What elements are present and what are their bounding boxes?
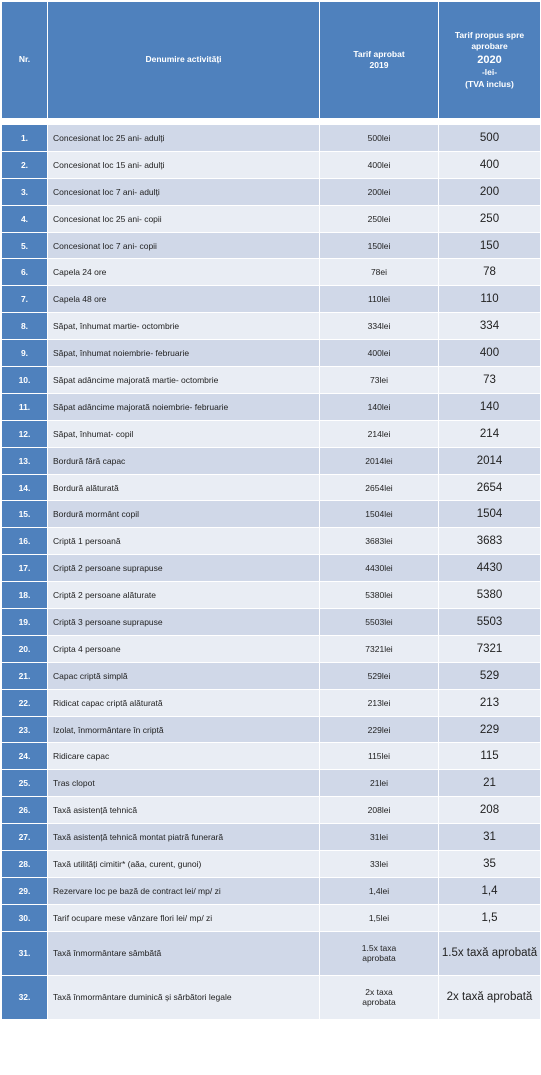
header-approved: [320, 2, 439, 119]
approved-tariff: [320, 975, 439, 1019]
row-number: 8.: [2, 313, 48, 340]
table-row: [2, 931, 541, 975]
header-approved-label: Tarif aprobat: [353, 48, 405, 59]
activity-name: Săpat adâncime majorată martie- octombrie: [48, 367, 320, 394]
row-number: 31.: [2, 931, 48, 975]
approved-tariff: 2654lei: [320, 474, 439, 501]
table-row: [2, 582, 541, 609]
approved-tariff-text: [362, 987, 396, 1008]
activity-name: Săpat, înhumat martie- octombrie: [48, 313, 320, 340]
proposed-tariff: 7321: [439, 635, 541, 662]
proposed-tariff: 1504: [439, 501, 541, 528]
proposed-tariff: 2x taxă aprobată: [439, 975, 541, 1019]
approved-tariff: 150lei: [320, 232, 439, 259]
row-number: 23.: [2, 716, 48, 743]
approved-tariff: 213lei: [320, 689, 439, 716]
activity-name: Concesionat loc 25 ani- adulți: [48, 125, 320, 152]
table-row: [2, 975, 541, 1019]
proposed-tariff: 500: [439, 125, 541, 152]
approved-tariff: 21lei: [320, 770, 439, 797]
row-number: 26.: [2, 797, 48, 824]
table-row: [2, 178, 541, 205]
table-body: [2, 119, 541, 1020]
activity-name: Rezervare loc pe bază de contract lei/ mp/ zi: [48, 877, 320, 904]
header-proposed-unit: -lei-: [481, 67, 498, 78]
table-row: [2, 851, 541, 878]
proposed-tariff: 3683: [439, 528, 541, 555]
proposed-tariff: 200: [439, 178, 541, 205]
table-row: [2, 797, 541, 824]
approved-tariff: 400lei: [320, 340, 439, 367]
approved-tariff: 208lei: [320, 797, 439, 824]
approved-tariff-line-1: 1.5x taxa: [361, 942, 397, 953]
activity-name: Bordură mormânt copil: [48, 501, 320, 528]
tariffs-table: [1, 1, 541, 1020]
approved-tariff: 33lei: [320, 851, 439, 878]
proposed-tariff: 1,4: [439, 877, 541, 904]
table-row: [2, 447, 541, 474]
table-row: [2, 393, 541, 420]
row-number: 10.: [2, 367, 48, 394]
row-number: 16.: [2, 528, 48, 555]
row-number: 18.: [2, 582, 48, 609]
header-proposed: [439, 2, 541, 119]
approved-tariff: 7321lei: [320, 635, 439, 662]
approved-tariff: 4430lei: [320, 555, 439, 582]
approved-tariff: 78ei: [320, 259, 439, 286]
approved-tariff: 31lei: [320, 824, 439, 851]
table-row: [2, 501, 541, 528]
row-number: 2.: [2, 151, 48, 178]
activity-name: Capela 24 ore: [48, 259, 320, 286]
table-row: [2, 474, 541, 501]
row-number: 15.: [2, 501, 48, 528]
proposed-tariff: 110: [439, 286, 541, 313]
proposed-tariff: 4430: [439, 555, 541, 582]
row-number: 22.: [2, 689, 48, 716]
approved-tariff: 500lei: [320, 125, 439, 152]
row-number: 12.: [2, 420, 48, 447]
header-approved-year: 2019: [369, 60, 389, 70]
proposed-tariff: 214: [439, 420, 541, 447]
row-number: 28.: [2, 851, 48, 878]
activity-name: Cripta 4 persoane: [48, 635, 320, 662]
row-number: 27.: [2, 824, 48, 851]
table-row: [2, 286, 541, 313]
row-number: 24.: [2, 743, 48, 770]
approved-tariff: 2014lei: [320, 447, 439, 474]
approved-tariff: 229lei: [320, 716, 439, 743]
table-row: [2, 313, 541, 340]
row-number: 13.: [2, 447, 48, 474]
table-row: [2, 904, 541, 931]
row-number: 19.: [2, 609, 48, 636]
activity-name: Ridicare capac: [48, 743, 320, 770]
row-number: 30.: [2, 904, 48, 931]
activity-name: Taxă înmormântare sâmbătă: [48, 931, 320, 975]
activity-name: Concesionat loc 15 ani- adulți: [48, 151, 320, 178]
table-row: [2, 689, 541, 716]
proposed-tariff: 1,5: [439, 904, 541, 931]
table-row: [2, 125, 541, 152]
table-row: [2, 635, 541, 662]
row-number: 7.: [2, 286, 48, 313]
approved-tariff-line-1: 2x taxa: [365, 986, 393, 997]
activity-name: Concesionat loc 25 ani- copii: [48, 205, 320, 232]
table-row: [2, 151, 541, 178]
proposed-tariff: 213: [439, 689, 541, 716]
proposed-tariff: 35: [439, 851, 541, 878]
approved-tariff: 5503lei: [320, 609, 439, 636]
table-row: [2, 877, 541, 904]
activity-name: Taxă utilități cimitir* (aăa, curent, gunoi): [48, 851, 320, 878]
activity-name: Capela 48 ore: [48, 286, 320, 313]
proposed-tariff: 5503: [439, 609, 541, 636]
proposed-tariff: 150: [439, 232, 541, 259]
proposed-tariff: 400: [439, 151, 541, 178]
header-proposed-vat: (TVA inclus): [465, 78, 514, 89]
row-number: 3.: [2, 178, 48, 205]
approved-tariff: 200lei: [320, 178, 439, 205]
approved-tariff: 115lei: [320, 743, 439, 770]
row-number: 11.: [2, 393, 48, 420]
activity-name: Taxă înmormântare duminică și sărbători legale: [48, 975, 320, 1019]
approved-tariff: 400lei: [320, 151, 439, 178]
row-number: 29.: [2, 877, 48, 904]
table-row: [2, 609, 541, 636]
activity-name: Taxă asistență tehnică: [48, 797, 320, 824]
approved-tariff: 529lei: [320, 662, 439, 689]
table-row: [2, 770, 541, 797]
approved-tariff: 1504lei: [320, 501, 439, 528]
approved-tariff: 1,5lei: [320, 904, 439, 931]
proposed-tariff: 208: [439, 797, 541, 824]
proposed-tariff: 2654: [439, 474, 541, 501]
activity-name: Săpat, înhumat noiembrie- februarie: [48, 340, 320, 367]
activity-name: Criptă 1 persoană: [48, 528, 320, 555]
approved-tariff-line-2: aprobata: [362, 997, 396, 1008]
activity-name: Bordură alăturată: [48, 474, 320, 501]
table-row: [2, 232, 541, 259]
header-proposed-label-1: Tarif propus spre: [454, 29, 525, 40]
header-proposed-label-2: aprobare: [471, 41, 508, 52]
activity-name: Concesionat loc 7 ani- copii: [48, 232, 320, 259]
activity-name: Taxă asistență tehnică montat piatră funerară: [48, 824, 320, 851]
proposed-tariff: 31: [439, 824, 541, 851]
approved-tariff: 140lei: [320, 393, 439, 420]
header-activity: Denumire activități: [48, 2, 320, 119]
row-number: 14.: [2, 474, 48, 501]
row-number: 9.: [2, 340, 48, 367]
table-row: [2, 743, 541, 770]
header-nr: Nr.: [2, 2, 48, 119]
activity-name: Capac criptă simplă: [48, 662, 320, 689]
activity-name: Tarif ocupare mese vânzare flori lei/ mp/ zi: [48, 904, 320, 931]
activity-name: Concesionat loc 7 ani- adulți: [48, 178, 320, 205]
proposed-tariff: 250: [439, 205, 541, 232]
activity-name: Criptă 2 persoane suprapuse: [48, 555, 320, 582]
row-number: 6.: [2, 259, 48, 286]
row-number: 25.: [2, 770, 48, 797]
activity-name: Criptă 3 persoane suprapuse: [48, 609, 320, 636]
approved-tariff: 3683lei: [320, 528, 439, 555]
table-row: [2, 555, 541, 582]
table-row: [2, 662, 541, 689]
row-number: 4.: [2, 205, 48, 232]
approved-tariff: 110lei: [320, 286, 439, 313]
activity-name: Ridicat capac criptă alăturată: [48, 689, 320, 716]
proposed-tariff: 5380: [439, 582, 541, 609]
table-row: [2, 205, 541, 232]
approved-tariff: 250lei: [320, 205, 439, 232]
row-number: 1.: [2, 125, 48, 152]
proposed-tariff: 229: [439, 716, 541, 743]
approved-tariff-text: [362, 943, 397, 964]
approved-tariff: 1,4lei: [320, 877, 439, 904]
table-row: [2, 367, 541, 394]
activity-name: Săpat, înhumat- copil: [48, 420, 320, 447]
table-row: [2, 824, 541, 851]
activity-name: Criptă 2 persoane alăturate: [48, 582, 320, 609]
row-number: 32.: [2, 975, 48, 1019]
approved-tariff-line-2: aprobata: [362, 953, 396, 964]
table-row: [2, 420, 541, 447]
proposed-tariff: 1.5x taxă aprobată: [439, 931, 541, 975]
approved-tariff: [320, 931, 439, 975]
activity-name: Izolat, înmormântare în criptă: [48, 716, 320, 743]
activity-name: Bordură fără capac: [48, 447, 320, 474]
proposed-tariff: 2014: [439, 447, 541, 474]
row-number: 21.: [2, 662, 48, 689]
header-proposed-year: 2020: [477, 53, 502, 66]
table-row: [2, 528, 541, 555]
proposed-tariff: 73: [439, 367, 541, 394]
row-number: 5.: [2, 232, 48, 259]
activity-name: Tras clopot: [48, 770, 320, 797]
proposed-tariff: 334: [439, 313, 541, 340]
table-header: [2, 2, 541, 119]
table-row: [2, 716, 541, 743]
row-number: 17.: [2, 555, 48, 582]
table-row: [2, 259, 541, 286]
approved-tariff: 73lei: [320, 367, 439, 394]
table-row: [2, 340, 541, 367]
proposed-tariff: 140: [439, 393, 541, 420]
approved-tariff: 214lei: [320, 420, 439, 447]
proposed-tariff: 78: [439, 259, 541, 286]
approved-tariff: 334lei: [320, 313, 439, 340]
activity-name: Săpat adâncime majorată noiembrie- februarie: [48, 393, 320, 420]
row-number: 20.: [2, 635, 48, 662]
approved-tariff: 5380lei: [320, 582, 439, 609]
proposed-tariff: 115: [439, 743, 541, 770]
proposed-tariff: 21: [439, 770, 541, 797]
proposed-tariff: 529: [439, 662, 541, 689]
proposed-tariff: 400: [439, 340, 541, 367]
